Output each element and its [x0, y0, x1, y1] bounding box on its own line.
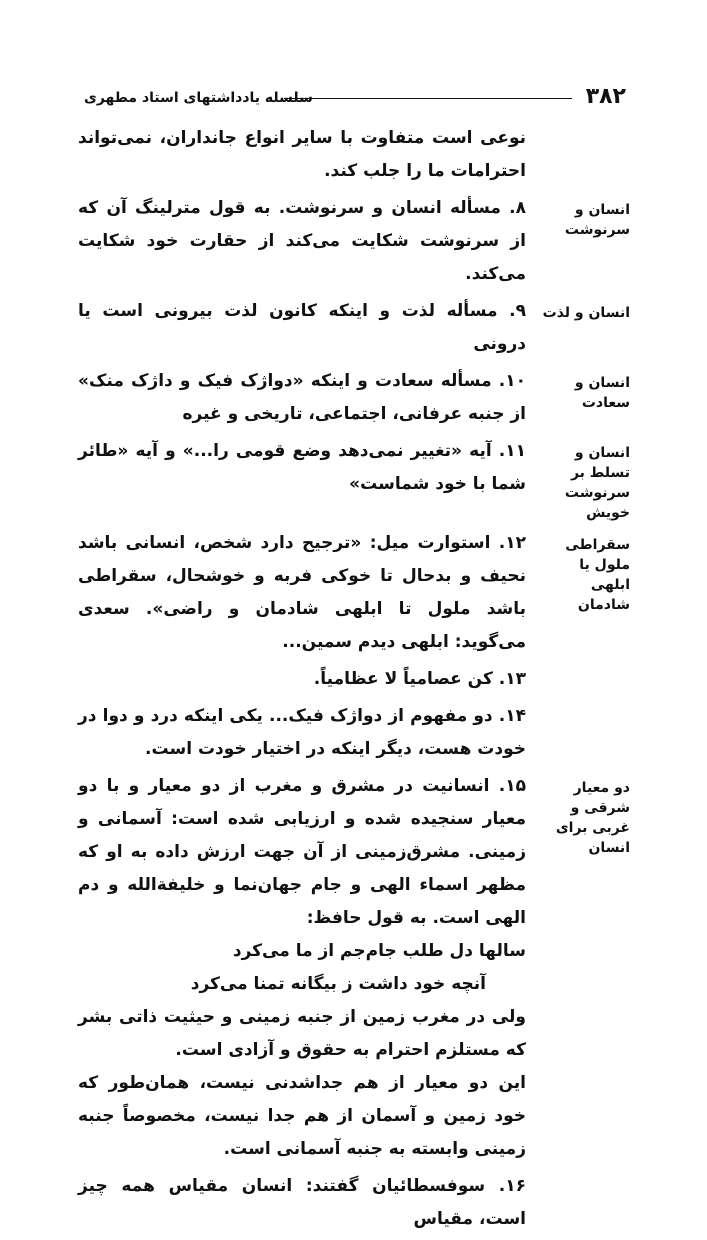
paragraph: ۸. مسأله انسان و سرنوشت. به قول مترلینگ آن که از سرنوشت شکایت می‌کند از حقارت خود شکایت می‌کند.	[78, 198, 526, 284]
poem-verse: سالها دل طلب جام‌جم از ما می‌کرد	[232, 941, 526, 961]
margin-note: انسان و سرنوشت	[564, 202, 630, 238]
entry-14	[78, 700, 630, 766]
entry-body	[78, 365, 526, 431]
paragraph: ۱۱. آیه «تغییر نمی‌دهد وضع قومی را...» و آیه «طائر شما با خود شماست»	[78, 441, 526, 494]
entry-8	[78, 192, 630, 291]
paragraph: ولی در مغرب زمین از جنبه زمینی و حیثیت ذاتی بشر که مستلزم احترام به حقوق و آزادی است.	[78, 1007, 526, 1060]
page-content	[78, 122, 630, 1240]
entry-10	[78, 365, 630, 431]
running-title: سلسله یادداشتهای استاد مطهری	[84, 90, 313, 106]
entry-body	[78, 663, 526, 696]
margin-note: انسان و لذت	[542, 305, 630, 321]
entry-body	[78, 527, 526, 659]
entry-16	[78, 1170, 630, 1236]
paragraph: ۱۴. دو مفهوم از دواژک فیک... یکی اینکه درد و دوا در خودت هست، دیگر اینکه در اختیار خودت است.	[78, 706, 526, 759]
entry-15	[78, 770, 630, 1166]
margin-note	[540, 663, 630, 696]
entry-body	[78, 192, 526, 291]
paragraph: نوعی است متفاوت با سایر انواع جانداران، نمی‌تواند احترامات ما را جلب کند.	[78, 128, 526, 181]
entry-body	[78, 1170, 526, 1236]
entry-body	[78, 295, 526, 361]
entry-body	[78, 700, 526, 766]
entry-12	[78, 527, 630, 659]
paragraph: ۱۰. مسأله سعادت و اینکه «دواژک فیک و داژک منک» از جنبه عرفانی، اجتماعی، تاریخی و غیره	[78, 371, 526, 424]
header-rule	[284, 98, 572, 99]
margin-note: انسان و سعادت	[574, 375, 630, 411]
entry-13	[78, 663, 630, 696]
page-number: ۳۸۲	[585, 84, 626, 109]
entry-body	[78, 435, 526, 523]
margin-note: سقراطی ملول یا ابلهی شادمان	[565, 537, 630, 613]
margin-note	[540, 700, 630, 766]
margin-note: دو معیار شرقی و غربی برای انسان	[555, 780, 630, 856]
entry-7-continuation	[78, 122, 630, 188]
entry-body	[78, 122, 526, 188]
paragraph: ۱۵. انسانیت در مشرق و مغرب از دو معیار و با دو معیار سنجیده شده و ارزیابی شده است: آسمانی و زمینی. مشرق‌زمینی از آن جهت ارزش داده به او که مظهر اسماء الهی و جام جهان‌نما و خلیفةالله و دم الهی است. به قول حافظ:	[78, 776, 526, 928]
margin-note	[540, 122, 630, 188]
margin-note: انسان و تسلط بر سرنوشت خویش	[564, 445, 630, 521]
paragraph: ۱۶. سوفسطائیان گفتند: انسان مقیاس همه چیز است، مقیاس	[78, 1176, 526, 1229]
entry-9	[78, 295, 630, 361]
paragraph: ۱۲. استوارت میل: «ترجیح دارد شخص، انسانی باشد نحیف و بدحال تا خوکی فربه و خوشحال، سقراطی باشد ملول تا ابلهی شادمان و راضی». سعدی می‌گوید: ابلهی دیدم سمین...	[78, 533, 526, 652]
paragraph: ۹. مسأله لذت و اینکه کانون لذت بیرونی است یا درونی	[78, 301, 526, 354]
page-header	[84, 84, 626, 114]
margin-note	[540, 1170, 630, 1236]
paragraph: ۱۳. کن عصامیاً لا عظامیاً.	[313, 669, 526, 689]
entry-body	[78, 770, 526, 1166]
poem-verse: آنچه خود داشت ز بیگانه تمنا می‌کرد	[190, 974, 486, 994]
entry-11	[78, 435, 630, 523]
paragraph: این دو معیار از هم جداشدنی نیست، همان‌طور که خود زمین و آسمان از هم جدا نیست، مخصوصاً جنبه زمینی وابسته به جنبه آسمانی است.	[78, 1073, 526, 1159]
